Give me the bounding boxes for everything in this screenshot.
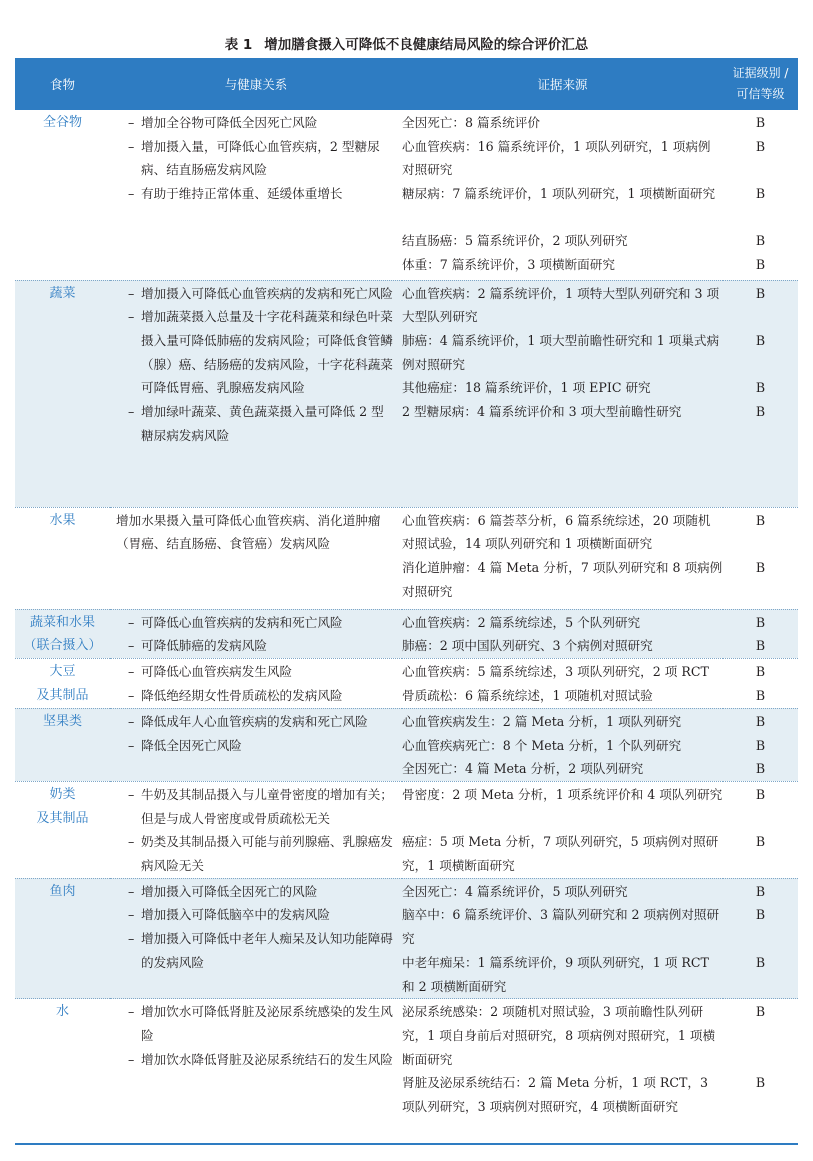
level-cell xyxy=(723,781,798,878)
table-row xyxy=(15,609,798,658)
evidence-item: 心血管疾病死亡：8 个 Meta 分析，1 个队列研究 xyxy=(402,737,682,753)
evidence-item: 心血管疾病：2 篇系统综述，5 个队列研究 xyxy=(402,614,641,630)
food-name: 蔬菜和水果 xyxy=(29,614,95,630)
relation-item: – 可降低肺癌的发病风险 xyxy=(128,634,396,658)
food-cell xyxy=(15,507,110,609)
relation-item: – 增加摄入可降低脑卒中的发病风险 xyxy=(128,903,396,927)
evidence-level: B xyxy=(755,403,766,419)
food-cell xyxy=(15,110,110,280)
level-cell xyxy=(723,708,798,781)
evidence-item: 心血管疾病：6 篇荟萃分析，6 篇系统综述，20 项随机对照试验，14 项队列研究和 1 项横断面研究 xyxy=(402,512,711,552)
food-cell xyxy=(15,999,110,1144)
evidence-level: B xyxy=(755,332,766,348)
table-row xyxy=(15,999,798,1144)
relation-item: – 增加摄入可降低全因死亡的风险 xyxy=(128,880,396,904)
relation-cell xyxy=(110,878,402,998)
evidence-item: 肺癌：2 项中国队列研究、3 个病例对照研究 xyxy=(402,638,653,654)
evidence-level: B xyxy=(755,737,766,753)
evidence-level: B xyxy=(755,614,766,630)
evidence-item: 全因死亡：4 篇 Meta 分析，2 项队列研究 xyxy=(402,761,644,777)
food-cell xyxy=(15,708,110,781)
food-name: 坚果类 xyxy=(42,713,82,729)
header-food: 食物 xyxy=(15,58,110,110)
relation-item: – 可降低心血管疾病的发病和死亡风险 xyxy=(128,611,396,635)
food-cell xyxy=(15,658,110,708)
evidence-level: B xyxy=(755,186,766,202)
table-row xyxy=(15,280,798,507)
evidence-level: B xyxy=(755,257,766,273)
table-row xyxy=(15,878,798,998)
relation-item: – 增加饮水降低肾脏及泌尿系统结石的发生风险 xyxy=(128,1048,396,1072)
evidence-level: B xyxy=(755,907,766,923)
evidence-cell xyxy=(402,878,723,998)
relation-cell xyxy=(110,658,402,708)
evidence-item: 肺癌：4 篇系统评价，1 项大型前瞻性研究和 1 项巢式病例对照研究 xyxy=(402,332,720,372)
evidence-item: 心血管疾病：5 篇系统综述，3 项队列研究，2 项 RCT xyxy=(402,663,709,679)
evidence-cell xyxy=(402,110,723,280)
evidence-cell xyxy=(402,609,723,658)
evidence-item: 脑卒中：6 篇系统评价、3 篇队列研究和 2 项病例对照研究 xyxy=(402,907,720,947)
evidence-level: B xyxy=(755,115,766,130)
evidence-item: 骨密度：2 项 Meta 分析，1 项系统评价和 4 项队列研究 xyxy=(402,786,723,802)
evidence-item: 心血管疾病：16 篇系统评价，1 项队列研究，1 项病例对照研究 xyxy=(402,138,711,178)
relation-cell xyxy=(110,609,402,658)
relation-item: – 增加绿叶蔬菜、黄色蔬菜摄入量可降低 2 型糖尿病发病风险 xyxy=(128,400,396,447)
header-relation: 与健康关系 xyxy=(110,58,402,110)
evidence-item: 2 型糖尿病：4 篇系统评价和 3 项大型前瞻性研究 xyxy=(402,403,682,419)
evidence-level: B xyxy=(755,233,766,249)
level-cell xyxy=(723,878,798,998)
table-number: 表 1 xyxy=(224,37,253,53)
evidence-cell xyxy=(402,280,723,507)
evidence-item: 泌尿系统感染：2 项随机对照试验，3 项前瞻性队列研究，1 项自身前后对照研究，8 项病例对照研究，1 项横断面研究 xyxy=(402,1004,716,1067)
food-name: 水果 xyxy=(49,512,76,528)
evidence-item: 癌症：5 项 Meta 分析，7 项队列研究，5 项病例对照研究，1 项横断面研究 xyxy=(402,834,719,874)
relation-item: – 增加全谷物可降低全因死亡风险 xyxy=(128,111,396,135)
food-name: 水 xyxy=(55,1004,69,1020)
evidence-level: B xyxy=(755,1004,766,1020)
food-name: 大豆 xyxy=(49,663,76,679)
table-row xyxy=(15,708,798,781)
relation-item: – 降低绝经期女性骨质疏松的发病风险 xyxy=(128,684,396,708)
evidence-level: B xyxy=(755,954,766,970)
food-name: 奶类 xyxy=(49,786,76,802)
table-row xyxy=(15,781,798,878)
evidence-level: B xyxy=(755,687,766,703)
evidence-item: 结直肠癌：5 篇系统评价，2 项队列研究 xyxy=(402,233,628,249)
level-cell xyxy=(723,507,798,609)
evidence-level: B xyxy=(755,786,766,802)
relation-item: – 奶类及其制品摄入可能与前列腺癌、乳腺癌发病风险无关 xyxy=(128,830,396,877)
relation-cell xyxy=(110,110,402,280)
table-row xyxy=(15,507,798,609)
table-row xyxy=(15,658,798,708)
evidence-cell xyxy=(402,507,723,609)
table-title: 增加膳食摄入可降低不良健康结局风险的综合评价汇总 xyxy=(264,37,589,53)
evidence-level: B xyxy=(755,663,766,679)
food-name: 鱼肉 xyxy=(49,883,76,899)
relation-list xyxy=(128,111,396,206)
evidence-item: 体重：7 篇系统评价，3 项横断面研究 xyxy=(402,257,615,273)
evidence-item: 全因死亡：4 篇系统评价，5 项队列研究 xyxy=(402,883,628,899)
relation-list xyxy=(128,710,396,757)
header-level-line1: 证据级别 / xyxy=(732,66,789,80)
food-cell xyxy=(15,280,110,507)
food-name: （联合摄入） xyxy=(23,638,102,654)
level-cell xyxy=(723,609,798,658)
relation-item: – 增加摄入可降低中老年人痴呆及认知功能障碍的发病风险 xyxy=(128,927,396,974)
evidence-level: B xyxy=(755,285,766,301)
evidence-item: 心血管疾病发生：2 篇 Meta 分析，1 项队列研究 xyxy=(402,713,682,729)
relation-item: – 增加摄入可降低心血管疾病的发病和死亡风险 xyxy=(128,282,396,306)
relation-cell xyxy=(110,781,402,878)
level-cell xyxy=(723,280,798,507)
evidence-level: B xyxy=(755,1075,766,1091)
relation-cell xyxy=(110,280,402,507)
food-cell xyxy=(15,781,110,878)
relation-item: – 降低全因死亡风险 xyxy=(128,734,396,758)
level-cell xyxy=(723,110,798,280)
food-name: 全谷物 xyxy=(42,115,82,130)
relation-list xyxy=(128,660,396,707)
evidence-cell xyxy=(402,708,723,781)
evidence-item: 全因死亡：8 篇系统评价 xyxy=(402,115,540,130)
relation-list xyxy=(128,611,396,658)
table-caption xyxy=(0,33,813,53)
relation-item: – 降低成年人心血管疾病的发病和死亡风险 xyxy=(128,710,396,734)
table-header-row xyxy=(15,58,798,110)
food-name: 及其制品 xyxy=(36,810,89,826)
relation-item: – 牛奶及其制品摄入与儿童骨密度的增加有关；但是与成人骨密度或骨质疏松无关 xyxy=(128,783,396,830)
header-level xyxy=(723,58,798,110)
header-level-line2: 可信等级 xyxy=(736,87,785,101)
evidence-level: B xyxy=(755,883,766,899)
evidence-level: B xyxy=(755,638,766,654)
relation-text: 增加水果摄入量可降低心血管疾病、消化道肿瘤（胃癌、结直肠癌、食管癌）发病风险 xyxy=(116,512,381,552)
evidence-level: B xyxy=(755,380,766,396)
food-name: 及其制品 xyxy=(36,687,89,703)
evidence-item: 糖尿病：7 篇系统评价，1 项队列研究，1 项横断面研究 xyxy=(402,186,716,202)
food-name: 蔬菜 xyxy=(49,285,76,301)
relation-item: – 增加蔬菜摄入总量及十字花科蔬菜和绿色叶菜摄入量可降低肺癌的发病风险；可降低食管鳞（腺）癌、结肠癌的发病风险，十字花科蔬菜可降低胃癌、乳腺癌发病风险 xyxy=(128,305,396,400)
relation-item: – 可降低心血管疾病发生风险 xyxy=(128,660,396,684)
evidence-item: 中老年痴呆：1 篇系统评价，9 项队列研究，1 项 RCT 和 2 项横断面研究 xyxy=(402,954,709,994)
evidence-level: B xyxy=(755,713,766,729)
evidence-item: 心血管疾病：2 篇系统评价，1 项特大型队列研究和 3 项大型队列研究 xyxy=(402,285,720,325)
relation-cell xyxy=(110,708,402,781)
relation-cell xyxy=(110,507,402,609)
evidence-item: 消化道肿瘤：4 篇 Meta 分析，7 项队列研究和 8 项病例对照研究 xyxy=(402,559,723,599)
relation-item: – 增加饮水可降低肾脏及泌尿系统感染的发生风险 xyxy=(128,1000,396,1047)
relation-cell xyxy=(110,999,402,1144)
relation-list xyxy=(128,783,396,878)
level-cell xyxy=(723,658,798,708)
evidence-level: B xyxy=(755,834,766,850)
evidence-cell xyxy=(402,781,723,878)
table-row xyxy=(15,110,798,280)
food-cell xyxy=(15,878,110,998)
evidence-level: B xyxy=(755,559,766,575)
summary-table xyxy=(15,58,798,1145)
relation-item: – 增加摄入量，可降低心血管疾病，2 型糖尿病、结直肠癌发病风险 xyxy=(128,135,396,182)
level-cell xyxy=(723,999,798,1144)
evidence-item: 其他癌症：18 篇系统评价，1 项 EPIC 研究 xyxy=(402,380,651,396)
food-cell xyxy=(15,609,110,658)
evidence-level: B xyxy=(755,761,766,777)
relation-list xyxy=(128,880,396,975)
evidence-cell xyxy=(402,658,723,708)
header-evidence: 证据来源 xyxy=(402,58,723,110)
evidence-item: 骨质疏松：6 篇系统综述，1 项随机对照试验 xyxy=(402,687,653,703)
evidence-cell xyxy=(402,999,723,1144)
relation-list xyxy=(128,1000,396,1071)
relation-item: – 有助于维持正常体重、延缓体重增长 xyxy=(128,182,396,206)
table-body xyxy=(15,110,798,1144)
evidence-item: 肾脏及泌尿系统结石：2 篇 Meta 分析，1 项 RCT，3 项队列研究，3 项病例对照研究，4 项横断面研究 xyxy=(402,1075,708,1115)
relation-list xyxy=(128,282,396,448)
evidence-level: B xyxy=(755,138,766,154)
evidence-level: B xyxy=(755,512,766,528)
